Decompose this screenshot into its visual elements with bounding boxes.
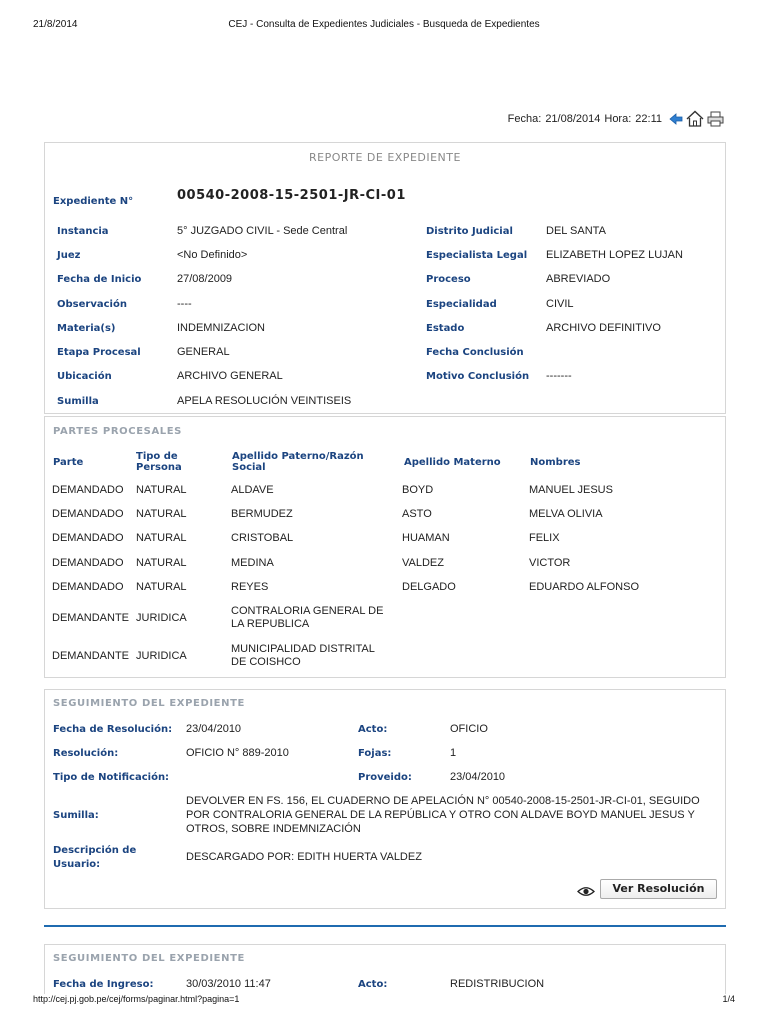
col-tipo-persona: Tipo de Persona: [136, 451, 182, 473]
especialista-value: ELIZABETH LOPEZ LUJAN: [546, 249, 683, 261]
seguimiento-title: SEGUIMIENTO DEL EXPEDIENTE: [53, 953, 245, 964]
resolucion-label: Resolución:: [53, 748, 119, 759]
acto-value: REDISTRIBUCION: [450, 978, 545, 990]
instancia-label: Instancia: [57, 226, 109, 237]
acto-label: Acto:: [358, 979, 388, 990]
parte-cell: DEMANDADO: [52, 532, 124, 544]
nombres-cell: VICTOR: [529, 557, 571, 569]
juez-value: <No Definido>: [177, 249, 248, 261]
parte-cell: DEMANDANTE: [52, 650, 130, 662]
materno-cell: ASTO: [402, 508, 432, 520]
materno-cell: HUAMAN: [402, 532, 450, 544]
sumilla-value: APELA RESOLUCIÓN VEINTISEIS: [177, 395, 352, 407]
paterno-cell: CRISTOBAL: [231, 532, 294, 544]
motivo-conclusion-label: Motivo Conclusión: [426, 371, 530, 382]
tipo-cell: NATURAL: [136, 581, 187, 593]
etapa-label: Etapa Procesal: [57, 347, 141, 358]
distrito-label: Distrito Judicial: [426, 226, 513, 237]
col-nombres: Nombres: [530, 457, 581, 468]
parte-cell: DEMANDADO: [52, 508, 124, 520]
tipo-cell: JURIDICA: [136, 612, 187, 624]
seguimiento-panel-1: [44, 689, 726, 909]
print-icon[interactable]: [707, 111, 724, 127]
acto-value: OFICIO: [450, 723, 488, 735]
fecha-conclusion-label: Fecha Conclusión: [426, 347, 524, 358]
especialista-label: Especialista Legal: [426, 250, 528, 261]
resolucion-value: OFICIO N° 889-2010: [186, 747, 289, 759]
col-parte: Parte: [53, 457, 84, 468]
ver-resolucion-button[interactable]: Ver Resolución: [600, 879, 717, 899]
materno-cell: BOYD: [402, 484, 434, 496]
materia-value: INDEMNIZACION: [177, 322, 265, 334]
instancia-value: 5° JUZGADO CIVIL - Sede Central: [177, 225, 348, 237]
fojas-value: 1: [450, 747, 457, 759]
hora-label: Hora:: [604, 112, 632, 125]
hora-value: 22:11: [635, 112, 662, 125]
page-number: 1/4: [722, 994, 735, 1004]
ubicacion-label: Ubicación: [57, 371, 112, 382]
page-url: http://cej.pj.gob.pe/cej/forms/paginar.html?pagina=1: [33, 994, 240, 1004]
tipo-cell: NATURAL: [136, 508, 187, 520]
observacion-value: ----: [177, 298, 192, 310]
ubicacion-value: ARCHIVO GENERAL: [177, 370, 283, 382]
motivo-conclusion-value: -------: [546, 370, 572, 382]
print-date: 21/8/2014: [33, 19, 78, 30]
fecha-ingreso-value: 30/03/2010 11:47: [186, 978, 271, 990]
tipo-cell: NATURAL: [136, 557, 187, 569]
paterno-cell: MUNICIPALIDAD DISTRITAL DE COISHCO: [231, 643, 375, 668]
fecha-label: Fecha:: [507, 112, 542, 125]
fecha-inicio-label: Fecha de Inicio: [57, 274, 142, 285]
proceso-value: ABREVIADO: [546, 273, 611, 285]
fecha-resolucion-value: 23/04/2010: [186, 723, 242, 735]
tipo-cell: NATURAL: [136, 532, 187, 544]
print-title: CEJ - Consulta de Expedientes Judiciales - Busqueda de Expedientes: [228, 19, 540, 30]
nombres-cell: MANUEL JESUS: [529, 484, 613, 496]
descripcion-usuario-label: Descripción de Usuario:: [53, 845, 137, 870]
proveido-value: 23/04/2010: [450, 771, 506, 783]
etapa-value: GENERAL: [177, 346, 230, 358]
fecha-ingreso-label: Fecha de Ingreso:: [53, 979, 154, 990]
fecha-value: 21/08/2014: [545, 112, 601, 125]
col-apellido-materno: Apellido Materno: [404, 457, 501, 468]
sumilla-label: Sumilla: [57, 396, 99, 407]
nombres-cell: EDUARDO ALFONSO: [529, 581, 640, 593]
sumilla-seg-value: DEVOLVER EN FS. 156, EL CUADERNO DE APELACIÓN N° 00540-2008-15-2501-JR-CI-01, SEGUIDO POR CONTRALORIA GENERAL DE LA REPÚBLICA Y OTRO CON ALDAVE BOYD MANUEL JESUS Y OTROS, SOBRE INDEMNIZACIÓN: [186, 795, 700, 835]
juez-label: Juez: [57, 250, 81, 261]
proceso-label: Proceso: [426, 274, 471, 285]
distrito-value: DEL SANTA: [546, 225, 606, 237]
tipo-cell: NATURAL: [136, 484, 187, 496]
estado-value: ARCHIVO DEFINITIVO: [546, 322, 661, 334]
tipo-notificacion-label: Tipo de Notificación:: [53, 772, 170, 783]
top-toolbar: [508, 110, 724, 127]
tipo-cell: JURIDICA: [136, 650, 187, 662]
materno-cell: VALDEZ: [402, 557, 444, 569]
back-arrow-icon[interactable]: [669, 113, 683, 125]
paterno-cell: REYES: [231, 581, 269, 593]
estado-label: Estado: [426, 323, 465, 334]
parte-cell: DEMANDANTE: [52, 612, 130, 624]
expediente-label: Expediente N°: [53, 196, 134, 207]
home-icon[interactable]: [686, 110, 704, 127]
partes-panel: [44, 416, 726, 678]
parte-cell: DEMANDADO: [52, 557, 124, 569]
partes-title: PARTES PROCESALES: [53, 426, 182, 437]
fecha-inicio-value: 27/08/2009: [177, 273, 233, 285]
col-apellido-paterno: Apellido Paterno/Razón Social: [232, 451, 364, 473]
acto-label: Acto:: [358, 724, 388, 735]
parte-cell: DEMANDADO: [52, 581, 124, 593]
seguimiento-title: SEGUIMIENTO DEL EXPEDIENTE: [53, 698, 245, 709]
parte-cell: DEMANDADO: [52, 484, 124, 496]
materia-label: Materia(s): [57, 323, 116, 334]
materno-cell: DELGADO: [402, 581, 456, 593]
expediente-number: 00540-2008-15-2501-JR-CI-01: [177, 188, 406, 203]
eye-icon[interactable]: [577, 884, 595, 902]
paterno-cell: BERMUDEZ: [231, 508, 293, 520]
proveido-label: Proveido:: [358, 772, 412, 783]
report-title: REPORTE DE EXPEDIENTE: [309, 151, 461, 164]
fecha-resolucion-label: Fecha de Resolución:: [53, 724, 173, 735]
fojas-label: Fojas:: [358, 748, 392, 759]
report-panel: [44, 142, 726, 414]
paterno-cell: MEDINA: [231, 557, 274, 569]
seguimiento-panel-2: [44, 944, 726, 994]
especialidad-label: Especialidad: [426, 299, 497, 310]
nombres-cell: FELIX: [529, 532, 560, 544]
print-header: [0, 19, 768, 33]
descripcion-usuario-value: DESCARGADO POR: EDITH HUERTA VALDEZ: [186, 851, 422, 863]
sumilla-seg-label: Sumilla:: [53, 810, 99, 821]
observacion-label: Observación: [57, 299, 127, 310]
section-divider: [44, 925, 726, 927]
print-footer: [0, 994, 768, 1008]
paterno-cell: CONTRALORIA GENERAL DE LA REPUBLICA: [231, 605, 384, 630]
nombres-cell: MELVA OLIVIA: [529, 508, 603, 520]
paterno-cell: ALDAVE: [231, 484, 274, 496]
especialidad-value: CIVIL: [546, 298, 574, 310]
